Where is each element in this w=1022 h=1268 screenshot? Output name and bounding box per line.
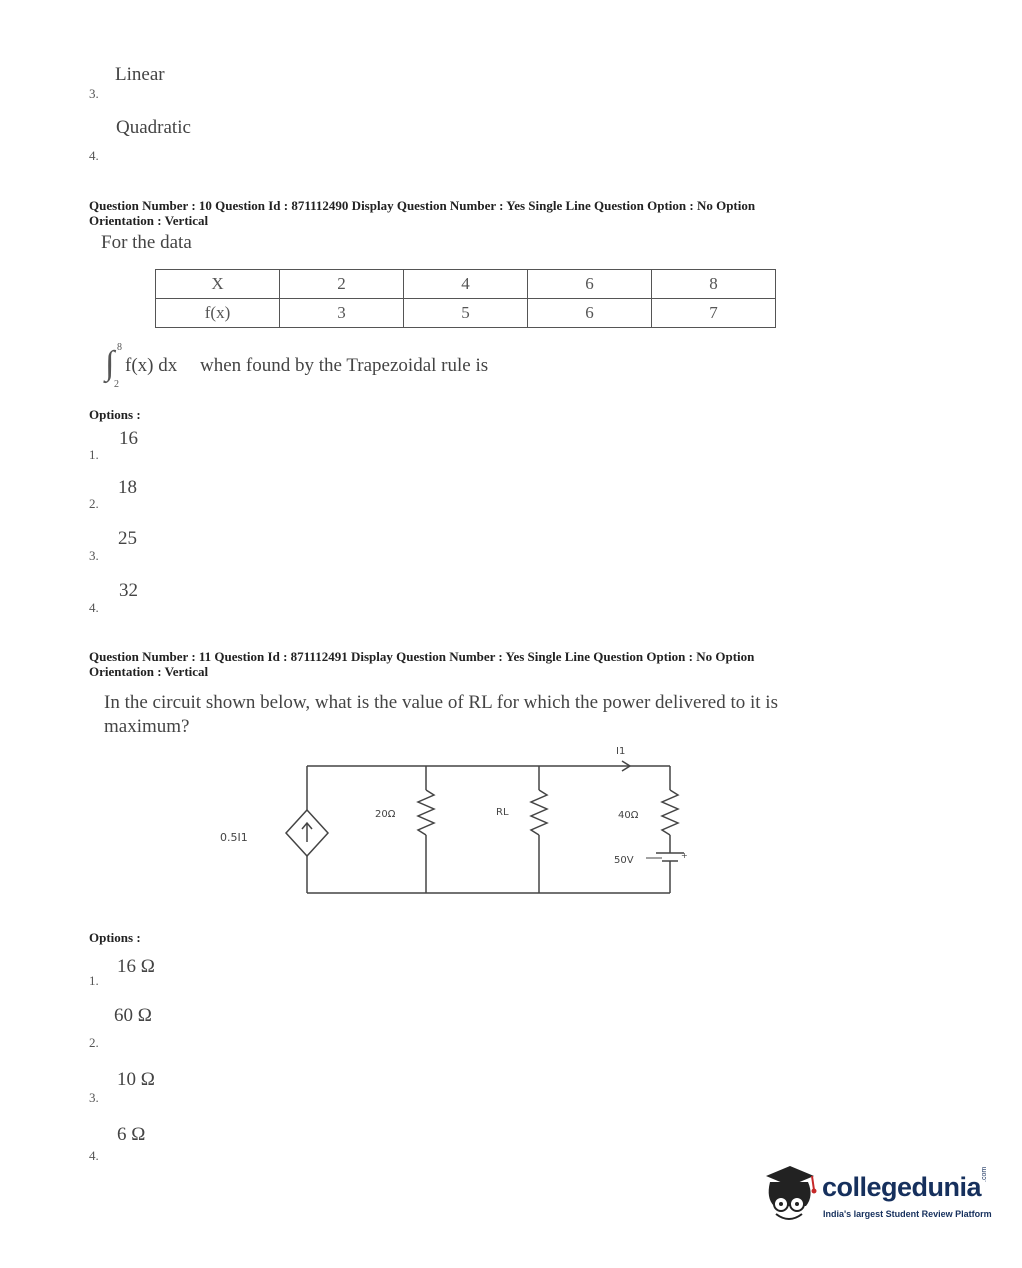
integral-lower-limit: 2 [114,379,119,390]
logo-title: collegedunia [822,1172,982,1202]
r1-label: 20Ω [375,809,396,820]
q10-meta-line2: Orientation : Vertical [89,213,209,228]
integral-sign-icon: ∫ [105,345,115,382]
resistor-rl-icon [531,790,547,835]
resistor-20-icon [418,790,434,835]
q10-option-1-number: 1. [89,447,99,462]
q11-circuit-diagram [210,740,700,900]
q10-option-4-number: 4. [89,600,99,615]
table-row [156,299,776,328]
q10-option-3-number: 3. [89,548,99,563]
q10-meta-line1: Question Number : 10 Question Id : 871112490 Display Question Number : Yes Single Line Question Option : No Option [89,198,756,213]
q10-meta [89,198,755,228]
logo-suffix: .com [981,1166,988,1182]
current-label: I1 [616,746,626,757]
q10-data-table [155,269,776,328]
q11-question-line2: maximum? [104,716,190,737]
rl-label: RL [496,807,509,818]
q10-integral-expression [105,342,545,390]
q11-option-2-text: 60 Ω [114,1005,152,1026]
table-cell: 7 [652,299,776,328]
source-label: 0.5I1 [220,831,248,844]
logo-tagline: India's largest Student Review Platform [823,1209,992,1219]
battery-plus-sign: + [681,851,688,860]
q10-option-2-number: 2. [89,496,99,511]
integral-text: when found by the Trapezoidal rule is [200,355,489,376]
q10-option-3-text: 25 [118,528,137,549]
q11-meta [89,649,754,679]
q11-option-4-number: 4. [89,1148,99,1163]
q11-option-2-number: 2. [89,1035,99,1050]
q11-option-3-number: 3. [89,1090,99,1105]
q11-option-1-text: 16 Ω [117,956,155,977]
q11-meta-line2: Orientation : Vertical [89,664,209,679]
table-cell: X [156,270,280,299]
table-cell: 4 [404,270,528,299]
battery-label: 50V [614,855,634,866]
q11-question-line1: In the circuit shown below, what is the value of RL for which the power delivered to it is [104,692,778,713]
q11-option-1-number: 1. [89,973,99,988]
q10-option-4-text: 32 [119,580,138,601]
q10-option-1-text: 16 [119,428,138,449]
prev-option-4-number: 4. [89,148,99,163]
q11-option-4-text: 6 Ω [117,1124,146,1145]
q11-option-3-text: 10 Ω [117,1069,155,1090]
resistor-40-icon [662,790,678,835]
integral-integrand: f(x) dx [125,355,178,376]
r2-label: 40Ω [618,810,639,821]
q10-options-label: Options : [89,407,141,422]
table-cell: f(x) [156,299,280,328]
table-cell: 5 [404,299,528,328]
q10-option-2-text: 18 [118,477,137,498]
prev-option-3-number: 3. [89,86,99,101]
collegedunia-logo [762,1162,992,1232]
table-cell: 6 [528,270,652,299]
q11-meta-line1: Question Number : 11 Question Id : 871112491 Display Question Number : Yes Single Line Question Option : No Option [89,649,755,664]
prev-option-3-text: Linear [115,64,165,85]
q11-options-label: Options : [89,930,141,945]
q10-intro: For the data [101,232,192,253]
table-cell: 3 [280,299,404,328]
student-mascot-icon [762,1162,822,1232]
table-cell: 2 [280,270,404,299]
table-cell: 8 [652,270,776,299]
table-cell: 6 [528,299,652,328]
prev-option-4-text: Quadratic [116,117,191,138]
integral-upper-limit: 8 [117,342,122,353]
table-row [156,270,776,299]
